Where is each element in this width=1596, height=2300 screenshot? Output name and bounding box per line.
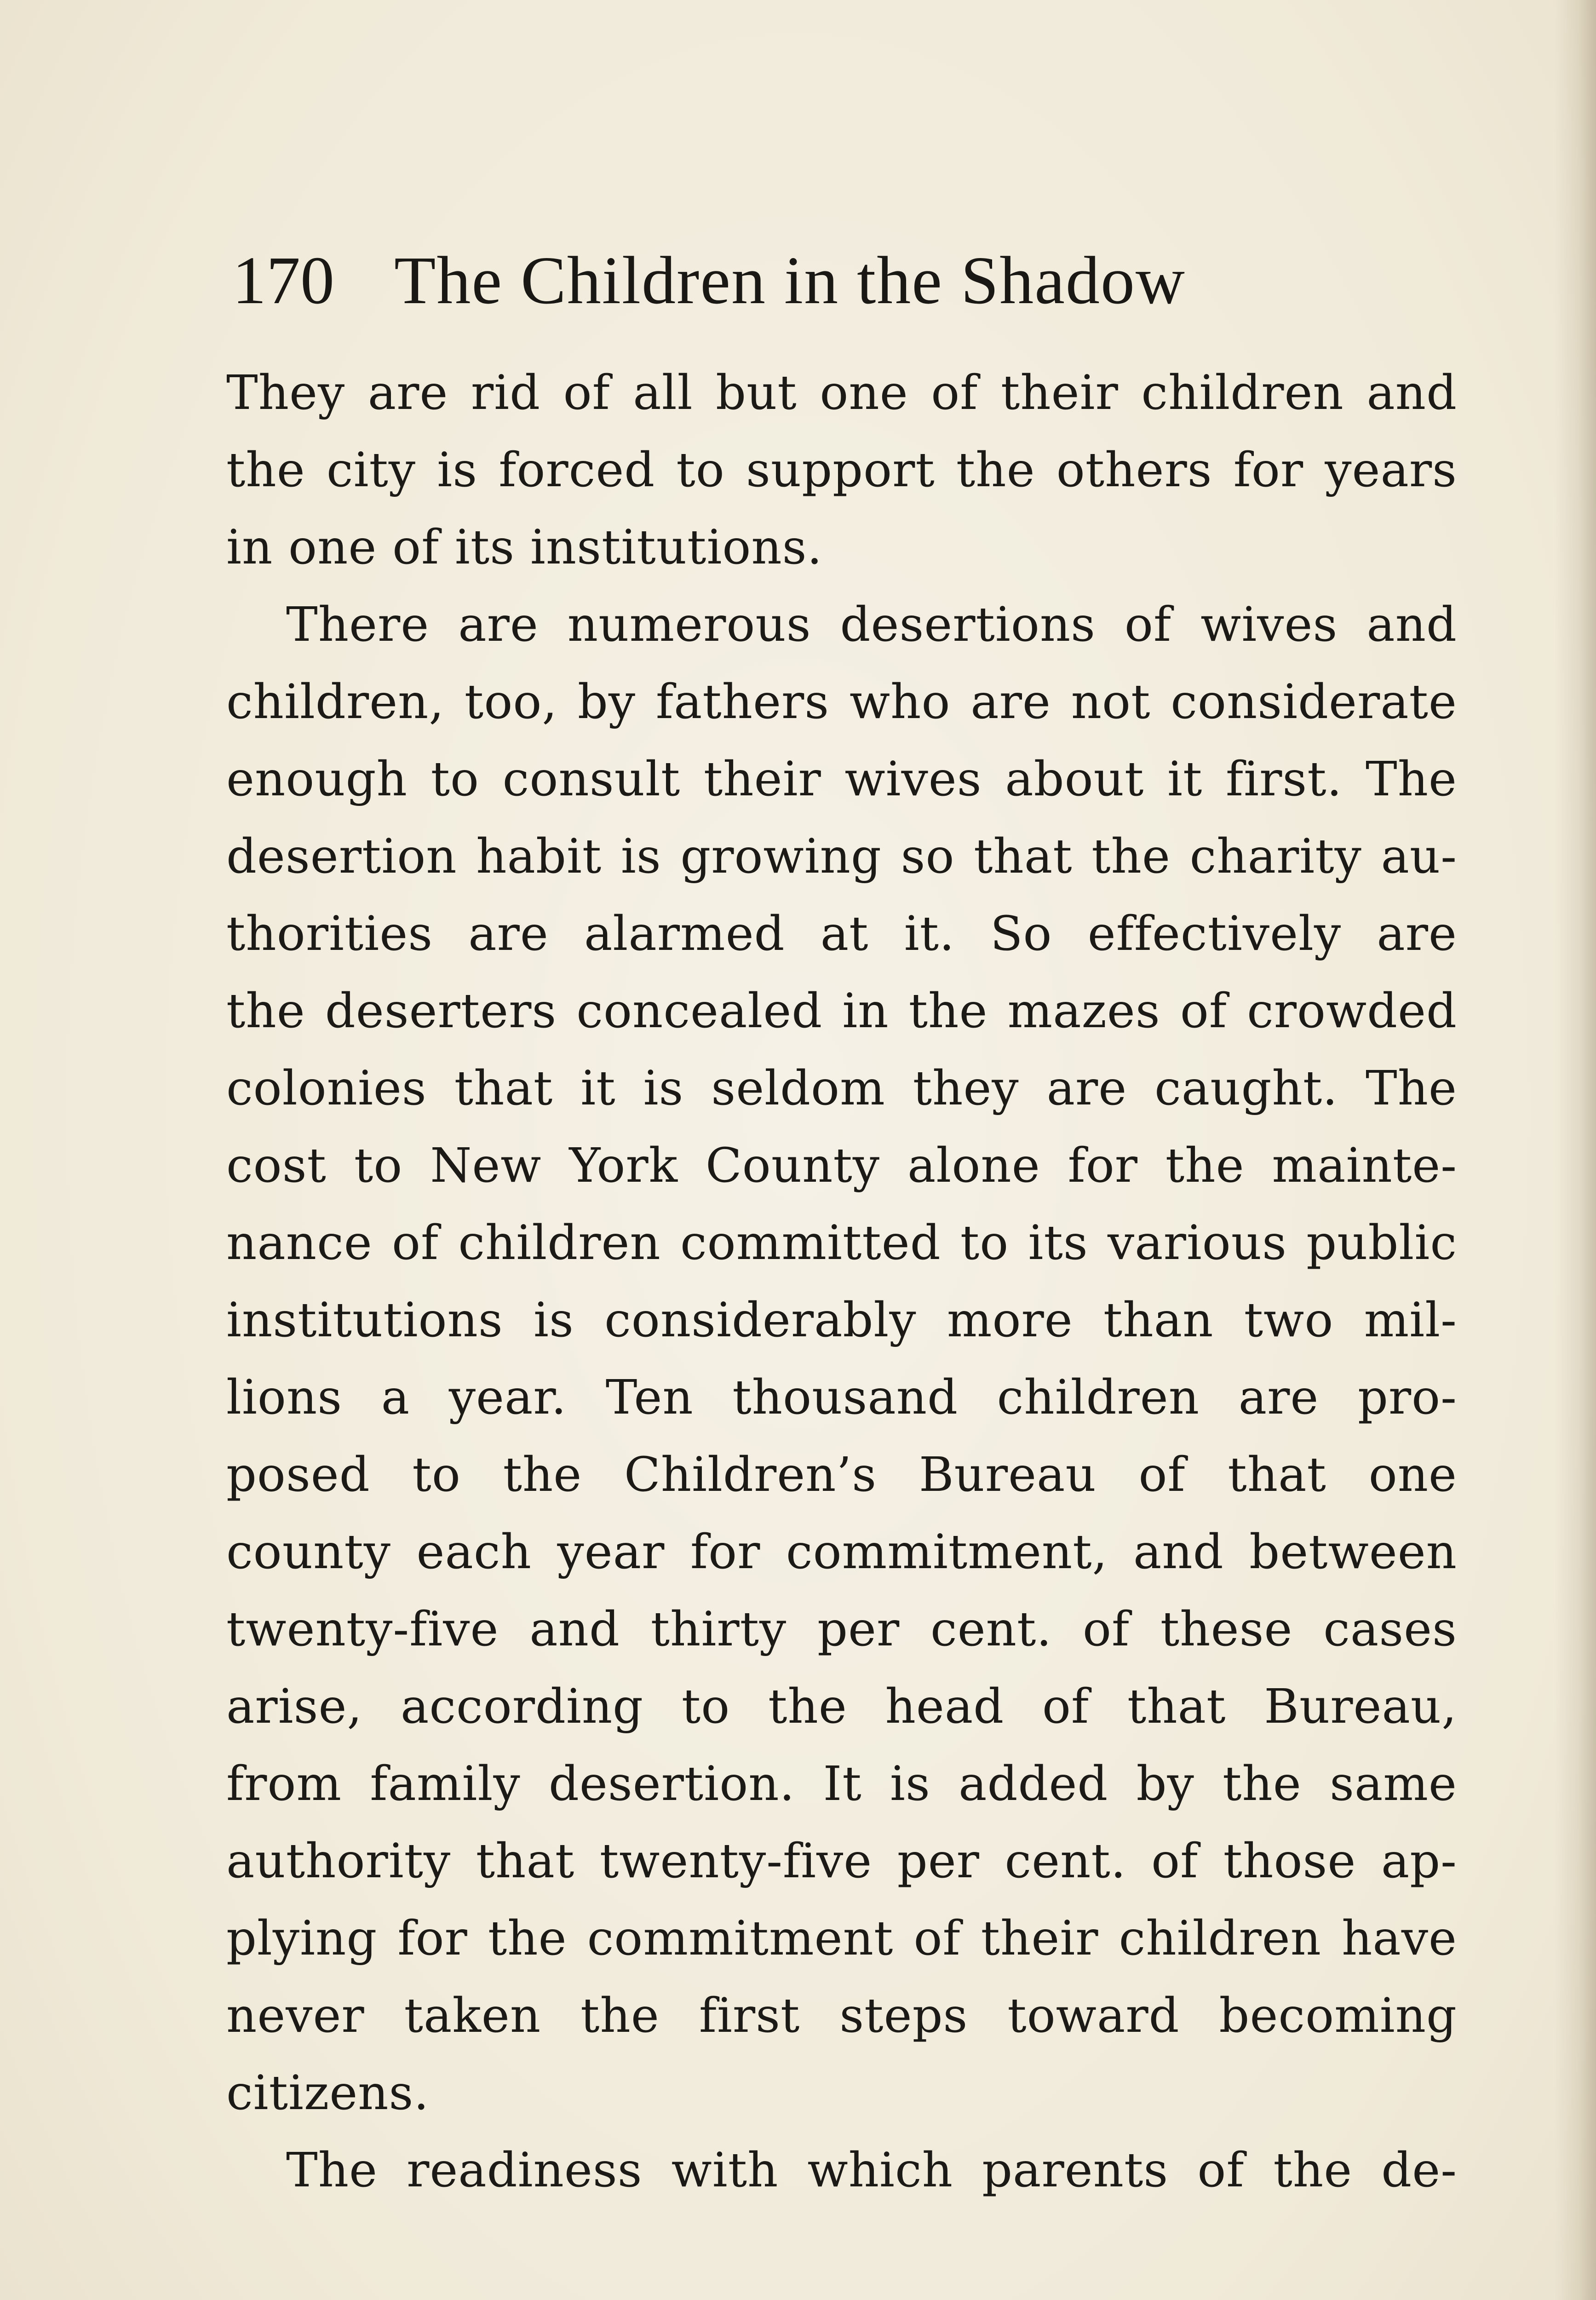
text-line: cost to New York County alone for the mainte- [226, 1138, 1457, 1193]
text-line: the deserters concealed in the mazes of crowded [226, 983, 1457, 1039]
text-line: The readiness with which parents of the de- [286, 2143, 1457, 2198]
page-edge-shadow [1555, 0, 1596, 2300]
text-line: citizens. [226, 2065, 430, 2121]
text-line: from family desertion. It is added by the same [226, 1756, 1457, 1811]
text-line: thorities are alarmed at it. So effectively are [226, 906, 1457, 961]
text-line: children, too, by fathers who are not considerate [226, 674, 1457, 730]
text-line: enough to consult their wives about it first. The [226, 752, 1457, 807]
page-number: 170 [232, 243, 334, 318]
text-line: posed to the Children’s Bureau of that one [226, 1447, 1457, 1502]
text-line: colonies that it is seldom they are caught. The [226, 1061, 1457, 1116]
running-head [232, 239, 1474, 322]
text-line: arise, according to the head of that Bureau, [226, 1679, 1457, 1734]
text-line: desertion habit is growing so that the charity au- [226, 829, 1457, 884]
text-line: They are rid of all but one of their children and [226, 365, 1457, 420]
text-line: There are numerous desertions of wives and [286, 597, 1457, 652]
text-line: plying for the commitment of their children have [226, 1911, 1457, 1966]
text-line: nance of children committed to its various public [226, 1215, 1457, 1271]
text-line: county each year for commitment, and between [226, 1524, 1457, 1580]
text-line: authority that twenty-five per cent. of those ap- [226, 1834, 1457, 1889]
text-line: twenty-five and thirty per cent. of these cases [226, 1602, 1457, 1657]
text-line: lions a year. Ten thousand children are pro- [226, 1370, 1457, 1425]
text-line: in one of its institutions. [226, 520, 823, 575]
text-line: never taken the first steps toward becoming [226, 1988, 1457, 2043]
text-line: institutions is considerably more than two mil- [226, 1293, 1457, 1348]
body-text [226, 354, 1457, 2209]
text-line: the city is forced to support the others for years [226, 443, 1457, 498]
book-title: The Children in the Shadow [394, 243, 1186, 318]
